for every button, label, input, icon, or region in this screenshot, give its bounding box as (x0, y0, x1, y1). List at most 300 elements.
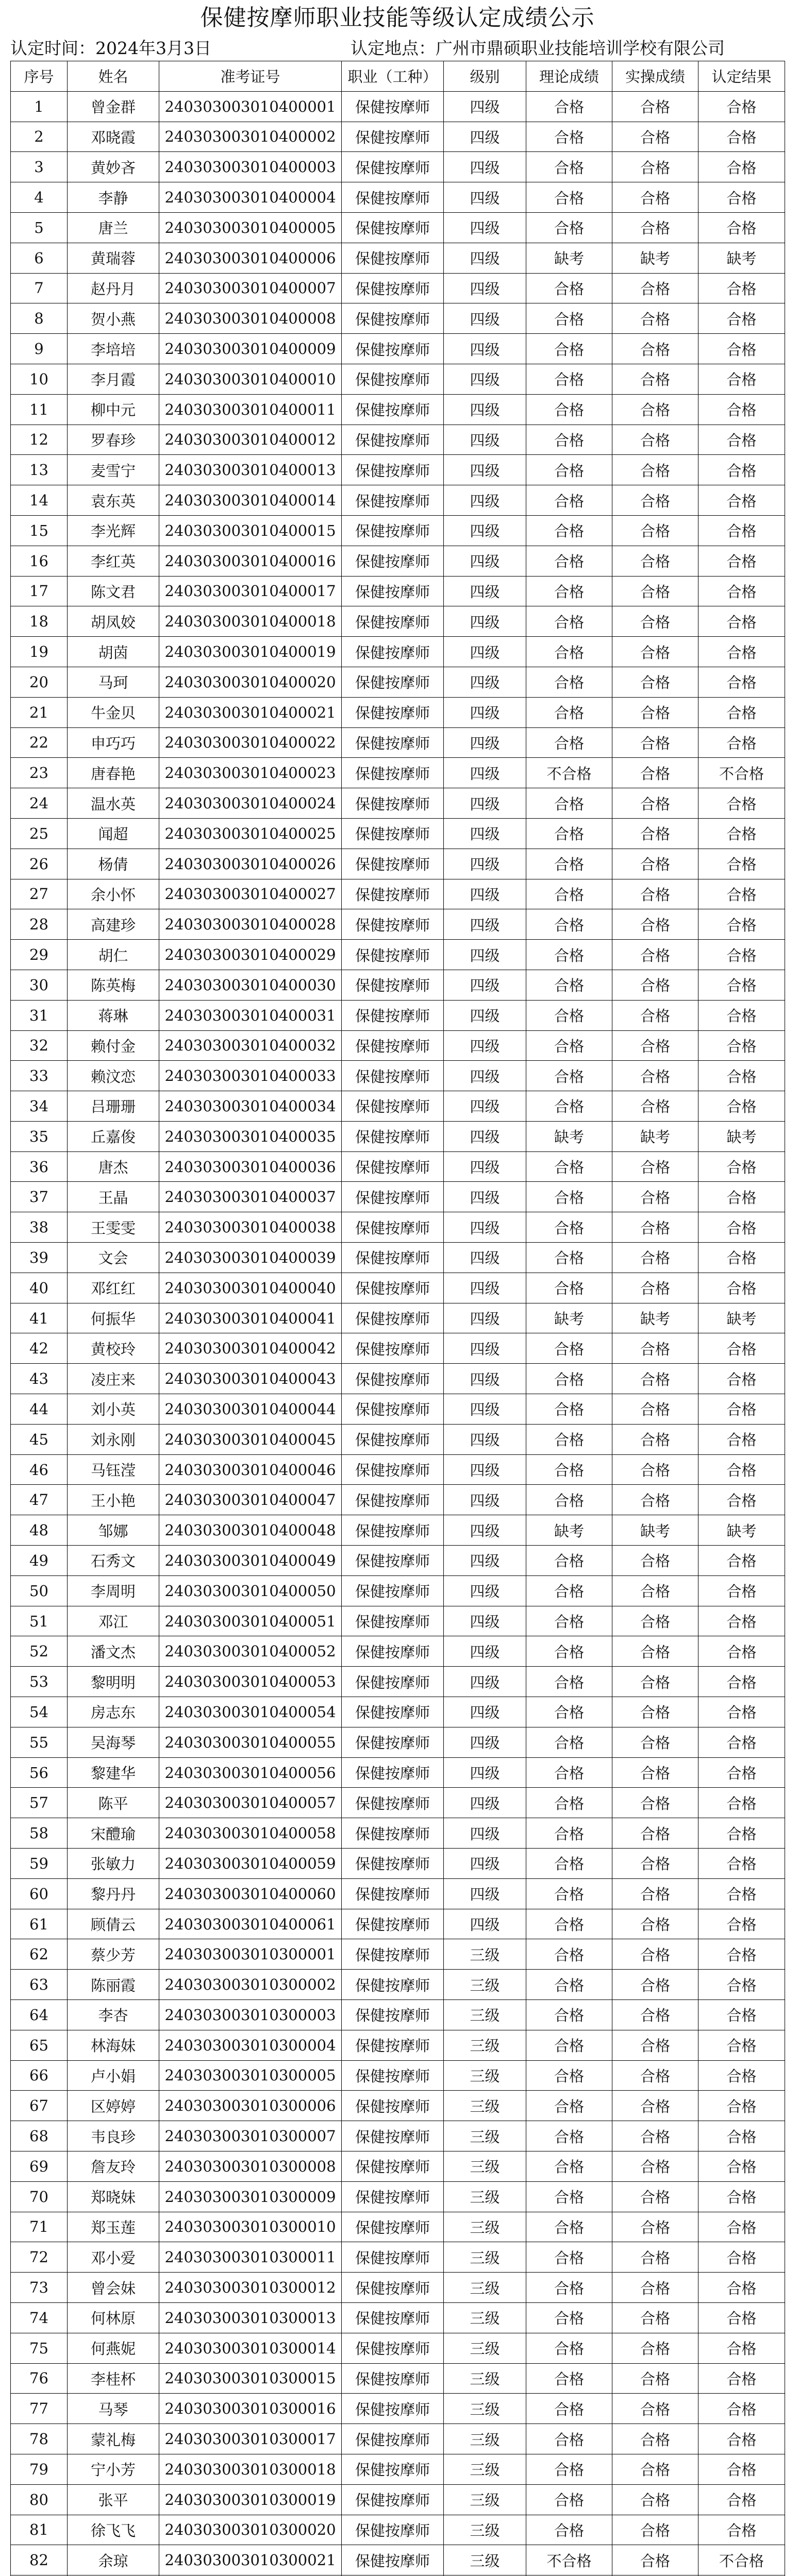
table-row (11, 818, 785, 849)
cell-practical-score: 合格 (612, 1394, 698, 1425)
table-row (11, 2091, 785, 2121)
cell-name: 黎明明 (68, 1667, 159, 1697)
place-label: 认定地点： (351, 38, 436, 58)
cell-index: 78 (11, 2424, 68, 2454)
cell-result: 合格 (698, 212, 785, 243)
cell-theory-score: 不合格 (526, 758, 612, 788)
cell-name: 卢小娟 (68, 2060, 159, 2091)
cell-level: 四级 (444, 455, 526, 485)
table-row (11, 1485, 785, 1515)
cell-occupation: 保健按摩师 (342, 1364, 444, 1394)
table-row (11, 1243, 785, 1273)
cell-result: 合格 (698, 2273, 785, 2303)
cell-level: 四级 (444, 1878, 526, 1909)
cell-name: 罗春珍 (68, 425, 159, 455)
cell-name: 牛金贝 (68, 697, 159, 727)
cell-result: 合格 (698, 1424, 785, 1454)
cell-index: 27 (11, 879, 68, 909)
cell-result: 合格 (698, 334, 785, 364)
cell-level: 四级 (444, 485, 526, 516)
cell-ticket-number: 240303003010300005 (159, 2060, 342, 2091)
cell-practical-score: 合格 (612, 1454, 698, 1485)
cell-ticket-number: 240303003010400032 (159, 1030, 342, 1061)
cell-result: 合格 (698, 273, 785, 303)
cell-ticket-number: 240303003010300018 (159, 2454, 342, 2484)
cell-level: 三级 (444, 2302, 526, 2333)
cell-index: 58 (11, 1818, 68, 1849)
cell-index: 24 (11, 788, 68, 819)
cell-practical-score: 合格 (612, 1939, 698, 1970)
table-row (11, 1151, 785, 1182)
cell-index: 73 (11, 2273, 68, 2303)
cell-index: 53 (11, 1667, 68, 1697)
cell-result: 合格 (698, 303, 785, 334)
cell-theory-score: 缺考 (526, 243, 612, 273)
cell-occupation: 保健按摩师 (342, 727, 444, 758)
cell-result: 合格 (698, 637, 785, 667)
cell-result: 合格 (698, 1818, 785, 1849)
cell-result: 合格 (698, 485, 785, 516)
cell-index: 15 (11, 515, 68, 546)
cell-name: 区婷婷 (68, 2091, 159, 2121)
cell-level: 四级 (444, 788, 526, 819)
cell-index: 14 (11, 485, 68, 516)
cell-level: 四级 (444, 849, 526, 879)
cell-theory-score: 合格 (526, 1000, 612, 1030)
table-row (11, 1454, 785, 1485)
cell-result: 合格 (698, 515, 785, 546)
cell-ticket-number: 240303003010400016 (159, 546, 342, 576)
cell-index: 18 (11, 606, 68, 637)
cell-theory-score: 合格 (526, 2212, 612, 2242)
cell-ticket-number: 240303003010400004 (159, 182, 342, 213)
table-row (11, 2302, 785, 2333)
cell-theory-score: 合格 (526, 1424, 612, 1454)
cell-theory-score: 合格 (526, 122, 612, 152)
header-occupation: 职业（工种） (342, 61, 444, 92)
cell-theory-score: 合格 (526, 2454, 612, 2484)
cell-theory-score: 合格 (526, 1788, 612, 1818)
cell-occupation: 保健按摩师 (342, 1575, 444, 1606)
cell-result: 不合格 (698, 758, 785, 788)
cell-theory-score: 合格 (526, 637, 612, 667)
cell-result: 合格 (698, 394, 785, 425)
cell-occupation: 保健按摩师 (342, 212, 444, 243)
cell-ticket-number: 240303003010400023 (159, 758, 342, 788)
cell-ticket-number: 240303003010400025 (159, 818, 342, 849)
cell-name: 吴海琴 (68, 1727, 159, 1757)
cell-occupation: 保健按摩师 (342, 2030, 444, 2060)
cell-practical-score: 合格 (612, 515, 698, 546)
cell-theory-score: 合格 (526, 334, 612, 364)
cell-occupation: 保健按摩师 (342, 91, 444, 122)
cell-theory-score: 合格 (526, 970, 612, 1000)
cell-practical-score: 合格 (612, 455, 698, 485)
cell-result: 合格 (698, 2121, 785, 2151)
cell-theory-score: 合格 (526, 1333, 612, 1364)
cell-name: 宋醴瑜 (68, 1818, 159, 1849)
cell-level: 三级 (444, 2484, 526, 2515)
cell-practical-score: 合格 (612, 122, 698, 152)
cell-index: 72 (11, 2242, 68, 2273)
header-index: 序号 (11, 61, 68, 92)
cell-ticket-number: 240303003010300003 (159, 2000, 342, 2030)
cell-index: 46 (11, 1454, 68, 1485)
cell-occupation: 保健按摩师 (342, 909, 444, 940)
cell-occupation: 保健按摩师 (342, 606, 444, 637)
cell-theory-score: 合格 (526, 1061, 612, 1091)
cell-practical-score: 合格 (612, 2515, 698, 2545)
cell-level: 三级 (444, 2424, 526, 2454)
cell-ticket-number: 240303003010300002 (159, 1970, 342, 2000)
cell-index: 68 (11, 2121, 68, 2151)
cell-level: 四级 (444, 818, 526, 849)
cell-practical-score: 合格 (612, 1182, 698, 1212)
cell-practical-score: 合格 (612, 1091, 698, 1122)
cell-practical-score: 合格 (612, 2151, 698, 2181)
cell-result: 合格 (698, 1757, 785, 1788)
table-row (11, 940, 785, 970)
table-row (11, 1273, 785, 1303)
cell-ticket-number: 240303003010300001 (159, 1939, 342, 1970)
cell-theory-score: 缺考 (526, 1303, 612, 1333)
cell-occupation: 保健按摩师 (342, 1061, 444, 1091)
cell-ticket-number: 240303003010300004 (159, 2030, 342, 2060)
cell-level: 四级 (444, 425, 526, 455)
cell-name: 陈文君 (68, 576, 159, 606)
cell-occupation: 保健按摩师 (342, 2302, 444, 2333)
cell-occupation: 保健按摩师 (342, 2454, 444, 2484)
cell-theory-score: 合格 (526, 1636, 612, 1667)
cell-result: 合格 (698, 1667, 785, 1697)
cell-occupation: 保健按摩师 (342, 1485, 444, 1515)
cell-practical-score: 合格 (612, 2121, 698, 2151)
cell-occupation: 保健按摩师 (342, 1909, 444, 1939)
cell-index: 81 (11, 2515, 68, 2545)
cell-ticket-number: 240303003010300012 (159, 2273, 342, 2303)
cell-theory-score: 合格 (526, 788, 612, 819)
cell-result: 合格 (698, 1061, 785, 1091)
cell-practical-score: 合格 (612, 1788, 698, 1818)
cell-practical-score: 合格 (612, 1333, 698, 1364)
cell-ticket-number: 240303003010400047 (159, 1485, 342, 1515)
cell-practical-score: 合格 (612, 1878, 698, 1909)
cell-index: 45 (11, 1424, 68, 1454)
table-row (11, 1091, 785, 1122)
cell-result: 合格 (698, 576, 785, 606)
cell-name: 张平 (68, 2484, 159, 2515)
cell-occupation: 保健按摩师 (342, 1970, 444, 2000)
cell-name: 余小怀 (68, 879, 159, 909)
cell-theory-score: 合格 (526, 1818, 612, 1849)
cell-ticket-number: 240303003010400058 (159, 1818, 342, 1849)
cell-practical-score: 合格 (612, 1424, 698, 1454)
cell-result: 合格 (698, 1182, 785, 1212)
cell-name: 陈丽霞 (68, 1970, 159, 2000)
cell-ticket-number: 240303003010300019 (159, 2484, 342, 2515)
cell-ticket-number: 240303003010400014 (159, 485, 342, 516)
cell-index: 4 (11, 182, 68, 213)
cell-theory-score: 合格 (526, 1394, 612, 1425)
cell-index: 64 (11, 2000, 68, 2030)
cell-level: 三级 (444, 2151, 526, 2181)
cell-result: 合格 (698, 2030, 785, 2060)
cell-level: 三级 (444, 2515, 526, 2545)
cell-practical-score: 合格 (612, 1727, 698, 1757)
cell-result: 合格 (698, 1394, 785, 1425)
cell-practical-score: 合格 (612, 182, 698, 213)
cell-occupation: 保健按摩师 (342, 1303, 444, 1333)
cell-result: 合格 (698, 1788, 785, 1818)
cell-index: 9 (11, 334, 68, 364)
cell-index: 50 (11, 1575, 68, 1606)
cell-name: 李周明 (68, 1575, 159, 1606)
cell-practical-score: 合格 (612, 1243, 698, 1273)
table-row (11, 2545, 785, 2575)
cell-result: 合格 (698, 1606, 785, 1636)
cell-theory-score: 合格 (526, 940, 612, 970)
table-row (11, 1697, 785, 1727)
cell-theory-score: 合格 (526, 667, 612, 697)
cell-practical-score: 合格 (612, 1212, 698, 1243)
table-row (11, 364, 785, 394)
cell-occupation: 保健按摩师 (342, 788, 444, 819)
cell-index: 77 (11, 2394, 68, 2424)
cell-index: 26 (11, 849, 68, 879)
table-row (11, 425, 785, 455)
cell-level: 三级 (444, 2363, 526, 2394)
cell-occupation: 保健按摩师 (342, 1121, 444, 1151)
cell-practical-score: 合格 (612, 606, 698, 637)
cell-theory-score: 合格 (526, 2484, 612, 2515)
cell-practical-score: 合格 (612, 1849, 698, 1879)
cell-practical-score: 合格 (612, 1061, 698, 1091)
cell-name: 凌庄来 (68, 1364, 159, 1394)
cell-result: 合格 (698, 2091, 785, 2121)
cell-ticket-number: 240303003010400010 (159, 364, 342, 394)
cell-ticket-number: 240303003010400018 (159, 606, 342, 637)
cell-name: 李桂杯 (68, 2363, 159, 2394)
date-label: 认定时间： (10, 38, 95, 58)
cell-practical-score: 合格 (612, 879, 698, 909)
cell-result: 合格 (698, 1636, 785, 1667)
cell-level: 三级 (444, 2181, 526, 2212)
cell-occupation: 保健按摩师 (342, 1606, 444, 1636)
cell-ticket-number: 240303003010400012 (159, 425, 342, 455)
table-row (11, 2424, 785, 2454)
cell-level: 四级 (444, 1727, 526, 1757)
cell-index: 71 (11, 2212, 68, 2242)
cell-level: 四级 (444, 576, 526, 606)
cell-practical-score: 缺考 (612, 1303, 698, 1333)
table-row (11, 1878, 785, 1909)
cell-index: 61 (11, 1909, 68, 1939)
cell-result: 合格 (698, 1485, 785, 1515)
cell-theory-score: 合格 (526, 2181, 612, 2212)
cell-practical-score: 合格 (612, 1909, 698, 1939)
cell-result: 缺考 (698, 1515, 785, 1546)
cell-theory-score: 合格 (526, 182, 612, 213)
cell-index: 54 (11, 1697, 68, 1727)
cell-theory-score: 合格 (526, 2091, 612, 2121)
cell-ticket-number: 240303003010400001 (159, 91, 342, 122)
cell-index: 38 (11, 1212, 68, 1243)
cell-practical-score: 合格 (612, 1606, 698, 1636)
cell-level: 四级 (444, 1697, 526, 1727)
cell-name: 邓小爱 (68, 2242, 159, 2273)
cell-result: 合格 (698, 1364, 785, 1394)
cell-ticket-number: 240303003010400005 (159, 212, 342, 243)
cell-name: 邹娜 (68, 1515, 159, 1546)
cell-practical-score: 合格 (612, 2030, 698, 2060)
cell-result: 合格 (698, 2515, 785, 2545)
cell-result: 合格 (698, 1970, 785, 2000)
cell-name: 吕珊珊 (68, 1091, 159, 1122)
cell-theory-score: 合格 (526, 152, 612, 182)
cell-result: 合格 (698, 152, 785, 182)
cell-theory-score: 合格 (526, 606, 612, 637)
cell-theory-score: 合格 (526, 273, 612, 303)
cell-practical-score: 合格 (612, 1030, 698, 1061)
cell-practical-score: 合格 (612, 818, 698, 849)
cell-theory-score: 合格 (526, 2000, 612, 2030)
cell-result: 缺考 (698, 243, 785, 273)
cell-occupation: 保健按摩师 (342, 2212, 444, 2242)
cell-occupation: 保健按摩师 (342, 1273, 444, 1303)
cell-ticket-number: 240303003010400053 (159, 1667, 342, 1697)
table-row (11, 1667, 785, 1697)
cell-name: 赖汶恋 (68, 1061, 159, 1091)
cell-result: 合格 (698, 1697, 785, 1727)
table-row (11, 1182, 785, 1212)
cell-theory-score: 合格 (526, 2151, 612, 2181)
cell-index: 20 (11, 667, 68, 697)
cell-index: 41 (11, 1303, 68, 1333)
cell-name: 李培培 (68, 334, 159, 364)
cell-theory-score: 缺考 (526, 1121, 612, 1151)
cell-theory-score: 合格 (526, 818, 612, 849)
cell-level: 四级 (444, 758, 526, 788)
cell-occupation: 保健按摩师 (342, 667, 444, 697)
cell-ticket-number: 240303003010300007 (159, 2121, 342, 2151)
cell-occupation: 保健按摩师 (342, 2333, 444, 2363)
cell-level: 四级 (444, 1030, 526, 1061)
cell-index: 32 (11, 1030, 68, 1061)
cell-level: 四级 (444, 1303, 526, 1333)
cell-name: 李杏 (68, 2000, 159, 2030)
table-row (11, 2394, 785, 2424)
cell-level: 四级 (444, 273, 526, 303)
cell-theory-score: 合格 (526, 1212, 612, 1243)
cell-theory-score: 合格 (526, 2060, 612, 2091)
cell-name: 刘小英 (68, 1394, 159, 1425)
table-row (11, 788, 785, 819)
cell-name: 黄校玲 (68, 1333, 159, 1364)
header-level: 级别 (444, 61, 526, 92)
cell-level: 四级 (444, 1818, 526, 1849)
cell-name: 高建珍 (68, 909, 159, 940)
cell-level: 四级 (444, 91, 526, 122)
table-row (11, 1909, 785, 1939)
table-row (11, 1727, 785, 1757)
cell-level: 三级 (444, 2242, 526, 2273)
cell-level: 四级 (444, 1182, 526, 1212)
cell-ticket-number: 240303003010400052 (159, 1636, 342, 1667)
table-row (11, 2212, 785, 2242)
cell-ticket-number: 240303003010300010 (159, 2212, 342, 2242)
cell-practical-score: 合格 (612, 2212, 698, 2242)
table-row (11, 2242, 785, 2273)
cell-ticket-number: 240303003010400039 (159, 1243, 342, 1273)
cell-practical-score: 合格 (612, 1697, 698, 1727)
cell-theory-score: 合格 (526, 1939, 612, 1970)
cell-name: 胡凤姣 (68, 606, 159, 637)
cell-occupation: 保健按摩师 (342, 1939, 444, 1970)
cell-theory-score: 合格 (526, 1454, 612, 1485)
cell-occupation: 保健按摩师 (342, 1849, 444, 1879)
table-row (11, 758, 785, 788)
cell-practical-score: 合格 (612, 2091, 698, 2121)
table-row (11, 1394, 785, 1425)
cell-occupation: 保健按摩师 (342, 425, 444, 455)
place-block (351, 36, 785, 61)
cell-occupation: 保健按摩师 (342, 1030, 444, 1061)
cell-occupation: 保健按摩师 (342, 2515, 444, 2545)
cell-result: 合格 (698, 2151, 785, 2181)
cell-practical-score: 合格 (612, 1364, 698, 1394)
table-row (11, 1030, 785, 1061)
cell-ticket-number: 240303003010400030 (159, 970, 342, 1000)
cell-level: 四级 (444, 1273, 526, 1303)
cell-occupation: 保健按摩师 (342, 2394, 444, 2424)
cell-level: 四级 (444, 1909, 526, 1939)
cell-result: 合格 (698, 970, 785, 1000)
cell-name: 马钰滢 (68, 1454, 159, 1485)
cell-ticket-number: 240303003010400022 (159, 727, 342, 758)
table-row (11, 1515, 785, 1546)
cell-result: 合格 (698, 1151, 785, 1182)
cell-result: 合格 (698, 425, 785, 455)
cell-ticket-number: 240303003010400043 (159, 1364, 342, 1394)
cell-index: 55 (11, 1727, 68, 1757)
cell-name: 李红英 (68, 546, 159, 576)
cell-index: 29 (11, 940, 68, 970)
cell-occupation: 保健按摩师 (342, 758, 444, 788)
cell-practical-score: 合格 (612, 2363, 698, 2394)
cell-result: 合格 (698, 788, 785, 819)
table-row (11, 2000, 785, 2030)
table-row (11, 1061, 785, 1091)
cell-result: 合格 (698, 2212, 785, 2242)
cell-ticket-number: 240303003010400035 (159, 1121, 342, 1151)
cell-theory-score: 合格 (526, 2030, 612, 2060)
cell-occupation: 保健按摩师 (342, 849, 444, 879)
cell-level: 四级 (444, 697, 526, 727)
cell-theory-score: 合格 (526, 1757, 612, 1788)
table-row (11, 1546, 785, 1576)
cell-name: 李光辉 (68, 515, 159, 546)
cell-theory-score: 合格 (526, 1485, 612, 1515)
cell-ticket-number: 240303003010400021 (159, 697, 342, 727)
cell-level: 四级 (444, 1636, 526, 1667)
cell-ticket-number: 240303003010400037 (159, 1182, 342, 1212)
cell-name: 文会 (68, 1243, 159, 1273)
cell-result: 合格 (698, 1243, 785, 1273)
table-row (11, 1333, 785, 1364)
cell-practical-score: 合格 (612, 212, 698, 243)
cell-level: 四级 (444, 122, 526, 152)
cell-occupation: 保健按摩师 (342, 2091, 444, 2121)
